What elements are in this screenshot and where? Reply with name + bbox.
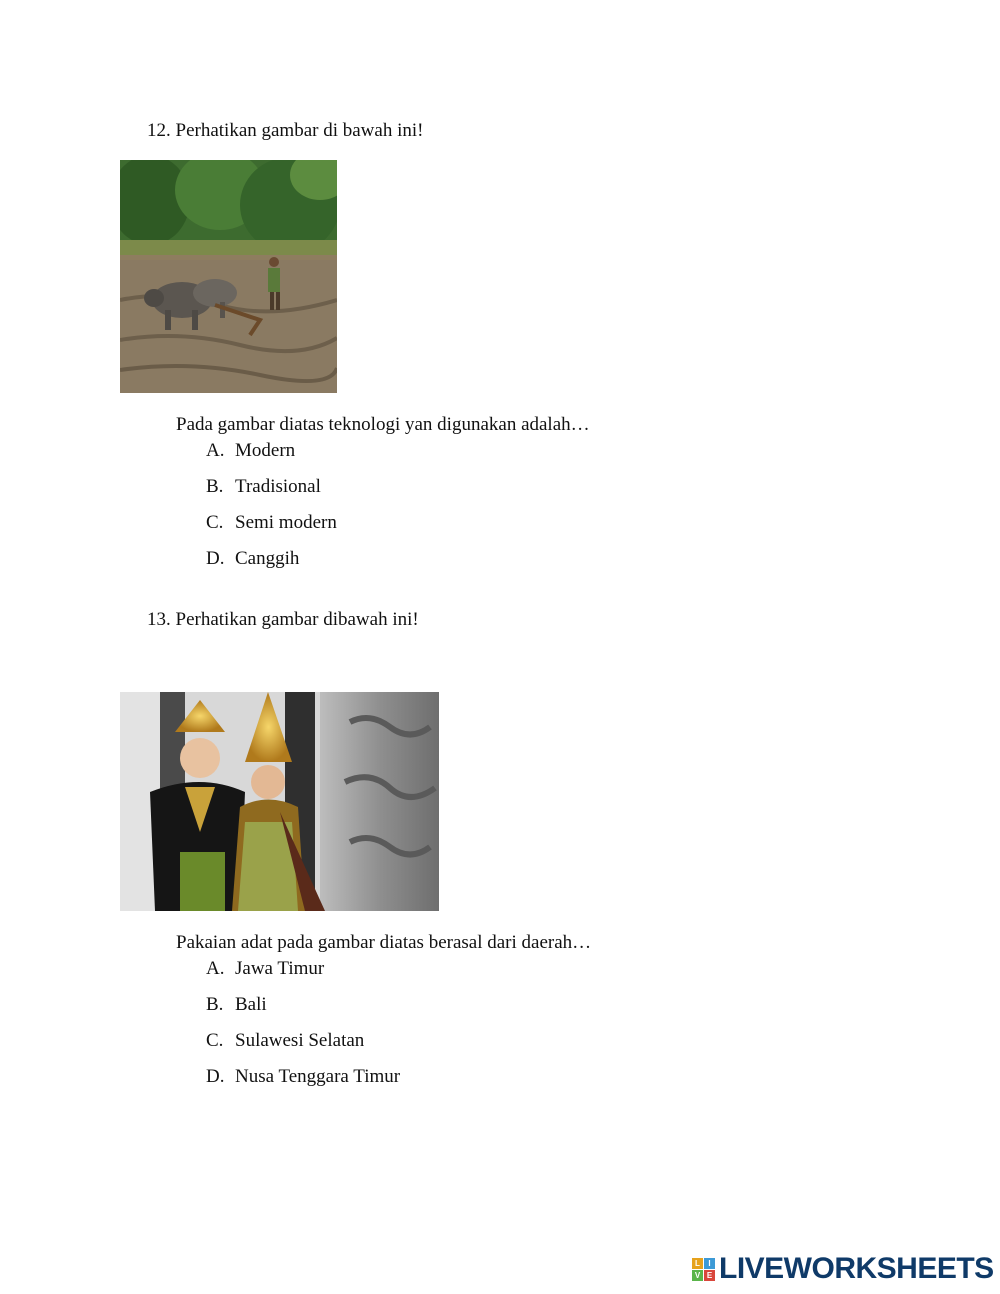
question-12-title: 12. Perhatikan gambar di bawah ini! [147,120,424,141]
question-12-image [120,160,337,393]
logo-square: L [692,1258,703,1269]
question-12-option-c[interactable]: C. Semi modern [206,512,337,533]
question-13-prompt: Pakaian adat pada gambar diatas berasal dari daerah… [176,932,592,953]
logo-squares-icon [692,1258,715,1281]
question-12-option-d[interactable]: D. Canggih [206,548,300,569]
question-13-option-d[interactable]: D. Nusa Tenggara Timur [206,1066,401,1087]
question-13-option-c[interactable]: C. Sulawesi Selatan [206,1030,365,1051]
logo-square: E [704,1270,715,1281]
question-13-image [120,692,439,911]
liveworksheets-logo [692,1252,994,1286]
question-12-option-a[interactable]: A. Modern [206,440,296,461]
logo-square: I [704,1258,715,1269]
logo-text: LIVEWORKSHEETS [719,1252,994,1285]
question-13-option-b[interactable]: B. Bali [206,994,267,1015]
question-12-option-b[interactable]: B. Tradisional [206,476,321,497]
question-12-prompt: Pada gambar diatas teknologi yan digunakan adalah… [176,414,590,435]
logo-square: V [692,1270,703,1281]
question-13-option-a[interactable]: A. Jawa Timur [206,958,325,979]
question-13-title: 13. Perhatikan gambar dibawah ini! [147,609,419,630]
